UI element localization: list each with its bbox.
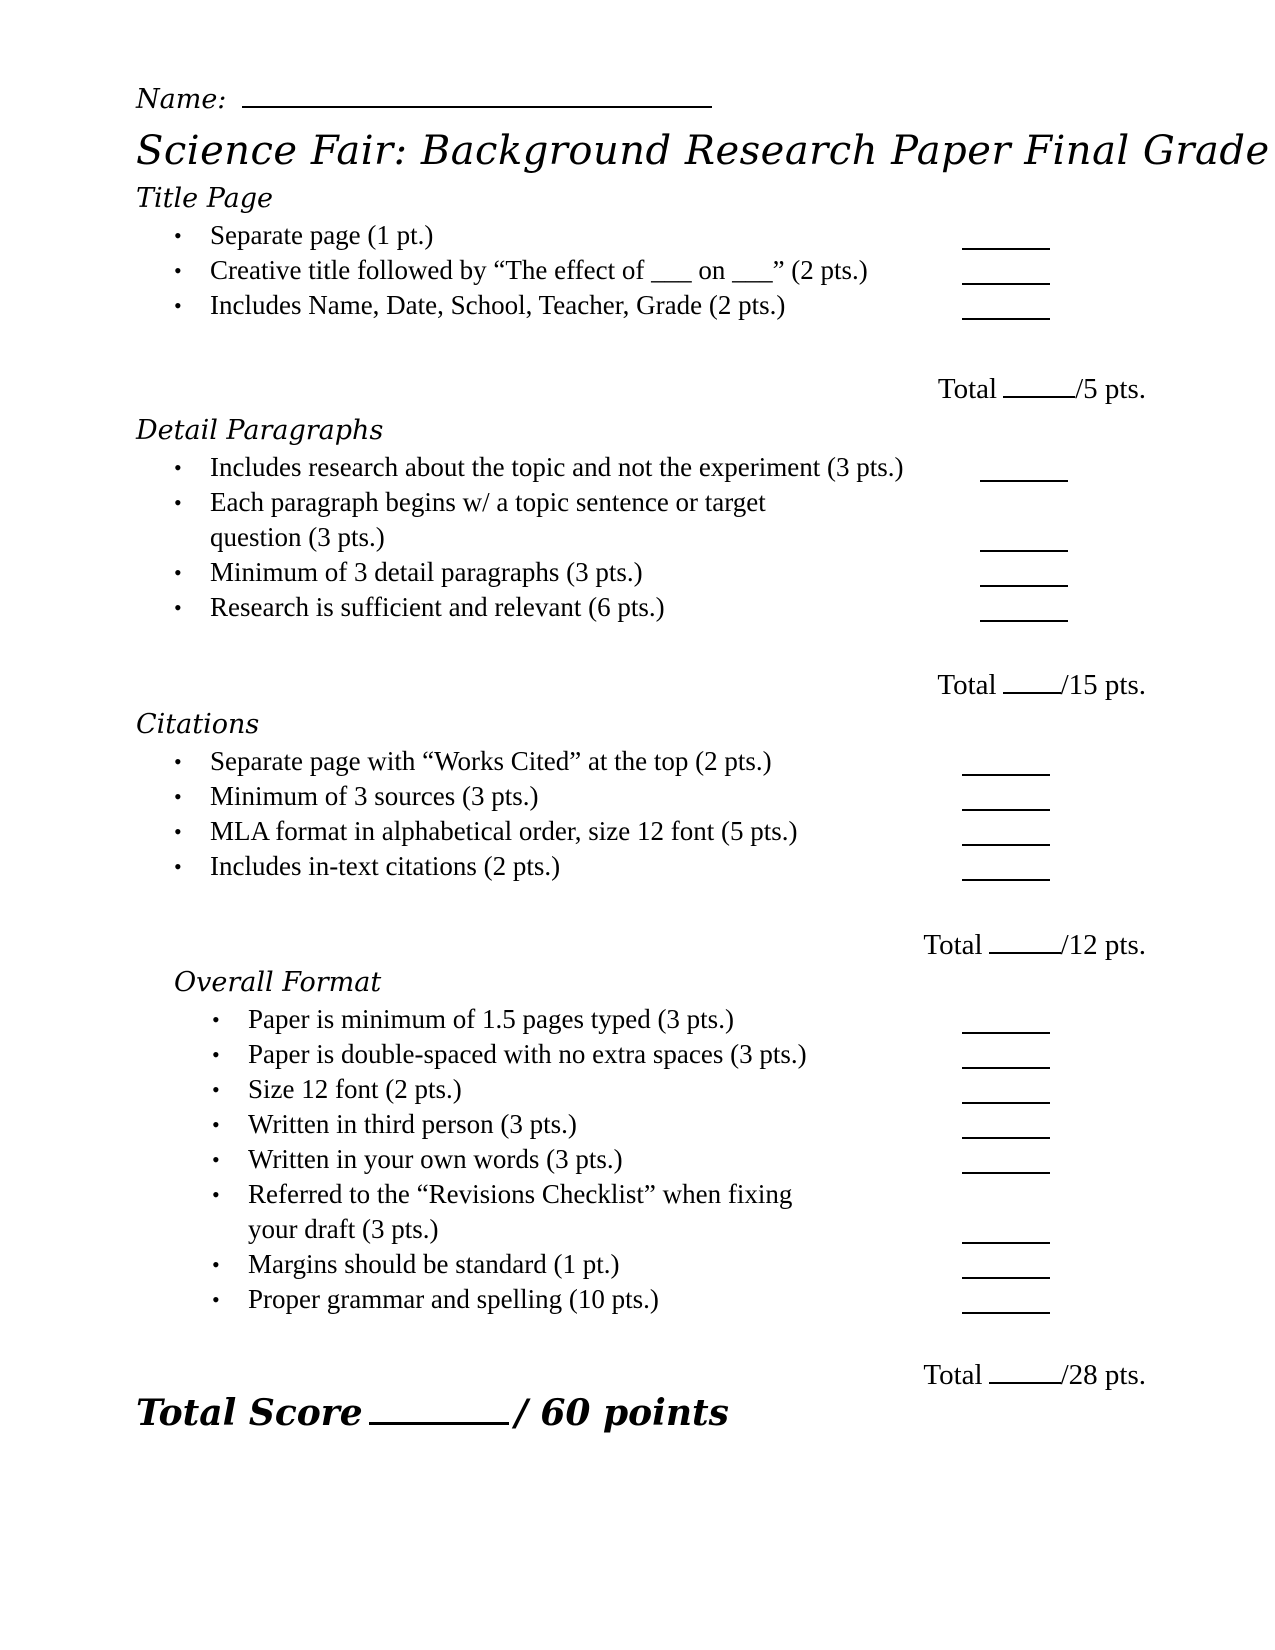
section-total: Total /5 pts. xyxy=(937,373,1146,405)
list-item: • Research is sufficient and relevant (6 pts.) xyxy=(136,590,1146,625)
section-heading: Detail Paragraphs xyxy=(136,415,384,446)
score-blank xyxy=(962,779,1050,811)
section-heading: Title Page xyxy=(136,183,274,214)
list-item: • Paper is minimum of 1.5 pages typed (3 pts.) xyxy=(174,1002,1146,1037)
list-item: • Includes Name, Date, School, Teacher, Grade (2 pts.) xyxy=(136,288,1146,323)
section-overall-format xyxy=(174,964,1146,1391)
score-blank xyxy=(962,1002,1050,1034)
list-item: • Referred to the “Revisions Checklist” when fixing your draft (3 pts.) xyxy=(174,1177,1146,1247)
score-blank xyxy=(962,218,1050,250)
score-blank xyxy=(962,253,1050,285)
score-blank xyxy=(962,1212,1050,1244)
total-blank xyxy=(1003,372,1075,398)
section-title-page xyxy=(136,180,1146,405)
score-blank xyxy=(962,288,1050,320)
score-blank xyxy=(962,1107,1050,1139)
score-blank xyxy=(980,450,1068,482)
name-row xyxy=(136,80,712,115)
list-item: • Separate page with “Works Cited” at the top (2 pts.) xyxy=(136,744,1146,779)
list-item: • Each paragraph begins w/ a topic sentence or target question (3 pts.) xyxy=(136,485,1146,555)
list-item: • Includes in-text citations (2 pts.) xyxy=(136,849,1146,884)
list-item: • Minimum of 3 sources (3 pts.) xyxy=(136,779,1146,814)
score-blank xyxy=(962,744,1050,776)
section-total: Total /12 pts. xyxy=(923,929,1146,961)
section-total: Total /28 pts. xyxy=(923,1359,1146,1391)
list-item: • Paper is double-spaced with no extra spaces (3 pts.) xyxy=(174,1037,1146,1072)
list-item: • Margins should be standard (1 pt.) xyxy=(174,1247,1146,1282)
score-blank xyxy=(962,1282,1050,1314)
score-blank xyxy=(980,520,1068,552)
section-detail-paragraphs xyxy=(136,412,1146,701)
total-blank xyxy=(989,1358,1061,1384)
score-blank xyxy=(962,1247,1050,1279)
page-title: Science Fair: Background Research Paper Final Grade xyxy=(136,128,1270,174)
score-blank xyxy=(962,849,1050,881)
score-blank xyxy=(962,814,1050,846)
score-blank xyxy=(980,590,1068,622)
total-score-blank xyxy=(369,1396,509,1425)
total-blank xyxy=(989,928,1061,954)
score-blank xyxy=(962,1142,1050,1174)
list-item: • Separate page (1 pt.) xyxy=(136,218,1146,253)
score-blank xyxy=(980,555,1068,587)
list-item: • Creative title followed by “The effect of ___ on ___” (2 pts.) xyxy=(136,253,1146,288)
section-total: Total /15 pts. xyxy=(937,669,1146,701)
total-score: Total Score / 60 points xyxy=(136,1392,729,1434)
name-label: Name: xyxy=(136,84,227,115)
list-item: • Includes research about the topic and not the experiment (3 pts.) xyxy=(136,450,1146,485)
name-blank-line xyxy=(242,80,712,108)
score-blank xyxy=(962,1072,1050,1104)
list-item: • Minimum of 3 detail paragraphs (3 pts.) xyxy=(136,555,1146,590)
list-item: • Size 12 font (2 pts.) xyxy=(174,1072,1146,1107)
section-heading: Overall Format xyxy=(174,967,382,998)
list-item: • Written in your own words (3 pts.) xyxy=(174,1142,1146,1177)
list-item: • Proper grammar and spelling (10 pts.) xyxy=(174,1282,1146,1317)
total-blank xyxy=(1003,668,1061,694)
list-item: • Written in third person (3 pts.) xyxy=(174,1107,1146,1142)
section-citations xyxy=(136,706,1146,961)
list-item: • MLA format in alphabetical order, size 12 font (5 pts.) xyxy=(136,814,1146,849)
section-heading: Citations xyxy=(136,709,260,740)
score-blank xyxy=(962,1037,1050,1069)
